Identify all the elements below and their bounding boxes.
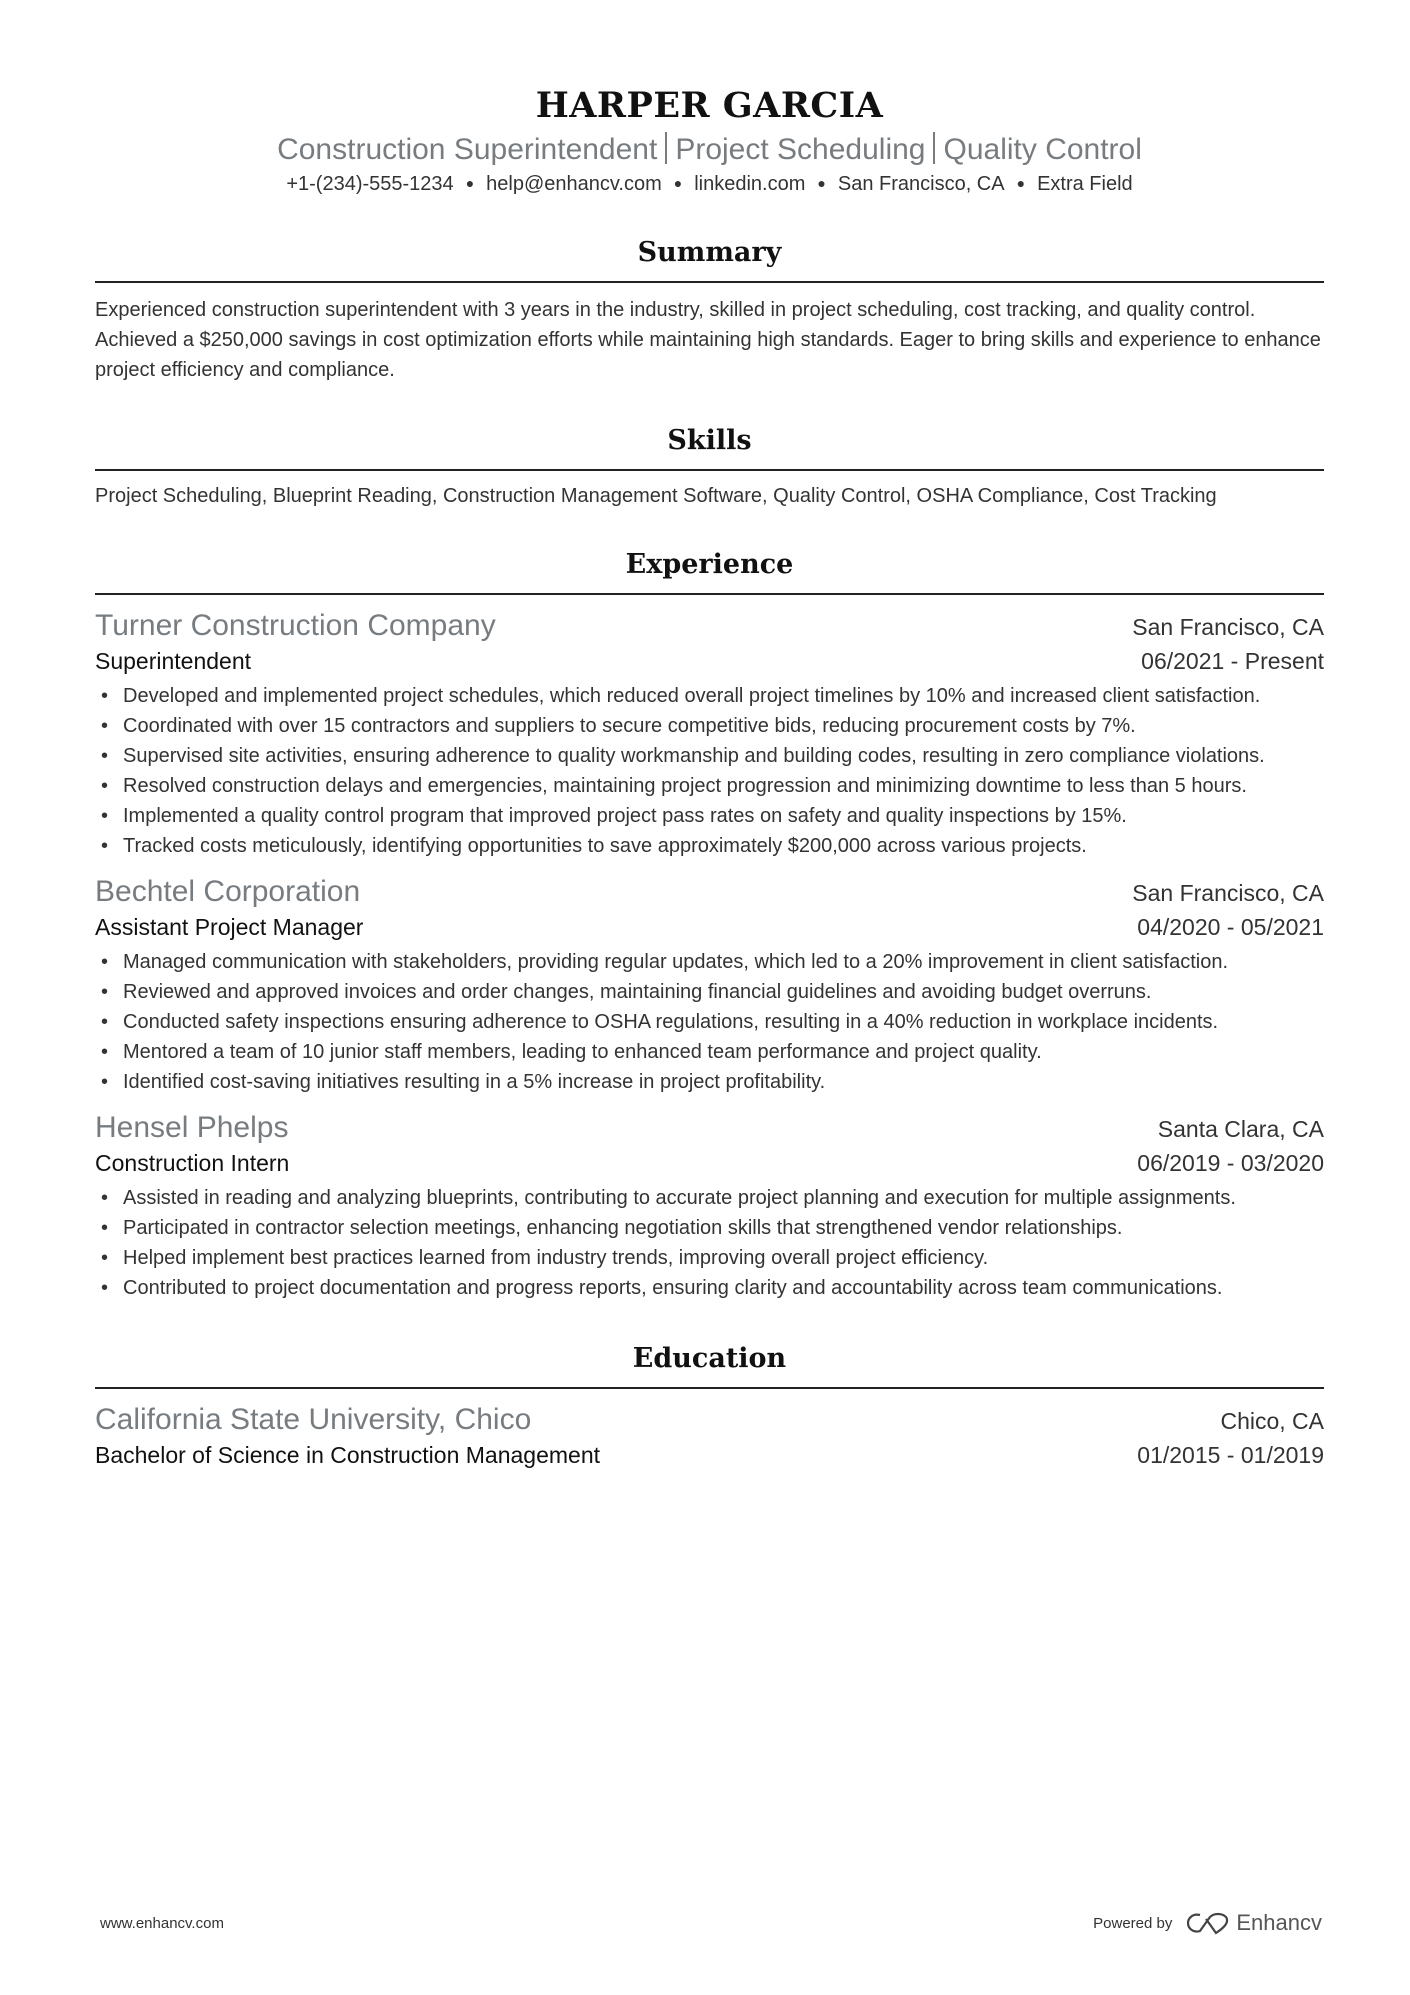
divider <box>665 132 667 164</box>
enhancv-logo-icon <box>1186 1911 1230 1935</box>
job-title: Assistant Project Manager <box>95 914 364 940</box>
job-dates: 06/2021 - Present <box>1141 648 1324 674</box>
headline-item: Project Scheduling <box>675 133 926 166</box>
job-location: San Francisco, CA <box>1132 880 1324 906</box>
job-entry <box>95 607 1324 861</box>
achievement-item: • Developed and implemented project schedules, which reduced overall project timelines by 10% and increased client satisfaction. <box>95 681 1324 711</box>
skills-section <box>95 423 1324 509</box>
achievement-list <box>95 1183 1324 1303</box>
job-location: Santa Clara, CA <box>1157 1116 1324 1142</box>
footer <box>100 1910 1322 1936</box>
enhancv-logo <box>1186 1910 1322 1936</box>
achievement-item: • Identified cost-saving initiatives resulting in a 5% increase in project profitability. <box>95 1067 1324 1097</box>
resume <box>95 84 1324 1471</box>
job-title: Construction Intern <box>95 1150 290 1176</box>
achievement-item: • Implemented a quality control program that improved project pass rates on safety and quality inspections by 15%. <box>95 801 1324 831</box>
achievement-item: • Assisted in reading and analyzing blueprints, contributing to accurate project planning and execution for multiple assignments. <box>95 1183 1324 1213</box>
headline <box>95 130 1324 170</box>
extra-field: Extra Field <box>1037 173 1133 195</box>
achievement-list <box>95 947 1324 1097</box>
section-heading: Skills <box>95 423 1324 471</box>
achievement-item: • Contributed to project documentation and progress reports, ensuring clarity and accountability across team communications. <box>95 1273 1324 1303</box>
skills-text: Project Scheduling, Blueprint Reading, Construction Management Software, Quality Control, OSHA Compliance, Cost Tracking <box>95 485 1217 507</box>
company-name: Hensel Phelps <box>95 1111 289 1144</box>
enhancv-brand: Enhancv <box>1236 1910 1322 1935</box>
achievement-item: • Coordinated with over 15 contractors and suppliers to secure competitive bids, reducing procurement costs by 7%. <box>95 711 1324 741</box>
job-location: San Francisco, CA <box>1132 614 1324 640</box>
school-name: California State University, Chico <box>95 1403 532 1436</box>
job-entry <box>95 873 1324 1097</box>
website-link[interactable]: www.enhancv.com <box>100 1914 224 1932</box>
job-dates: 04/2020 - 05/2021 <box>1137 914 1324 940</box>
linkedin-link[interactable]: linkedin.com <box>694 173 806 195</box>
achievement-item: • Resolved construction delays and emergencies, maintaining project progression and minimizing downtime to less than 5 hours. <box>95 771 1324 801</box>
email-link[interactable]: help@enhancv.com <box>486 173 662 195</box>
experience-section <box>95 547 1324 1303</box>
achievement-item: • Mentored a team of 10 junior staff members, leading to enhanced team performance and project quality. <box>95 1037 1324 1067</box>
section-heading: Experience <box>95 547 1324 595</box>
powered-by <box>1093 1910 1322 1936</box>
achievement-item: • Conducted safety inspections ensuring adherence to OSHA regulations, resulting in a 40% reduction in workplace incidents. <box>95 1007 1324 1037</box>
achievement-item: • Participated in contractor selection meetings, enhancing negotiation skills that strengthened vendor relationships. <box>95 1213 1324 1243</box>
achievement-list <box>95 681 1324 861</box>
phone: +1-(234)-555-1234 <box>286 173 454 195</box>
achievement-item: • Helped implement best practices learned from industry trends, improving overall project efficiency. <box>95 1243 1324 1273</box>
company-name: Turner Construction Company <box>95 609 496 642</box>
candidate-name: HARPER GARCIA <box>535 85 884 126</box>
degree: Bachelor of Science in Construction Management <box>95 1442 601 1468</box>
achievement-item: • Tracked costs meticulously, identifying opportunities to save approximately $200,000 across various projects. <box>95 831 1324 861</box>
summary-section <box>95 235 1324 385</box>
job-entry <box>95 1109 1324 1303</box>
summary-text: Experienced construction superintendent with 3 years in the industry, skilled in project scheduling, cost tracking, and quality control. Achieved a $250,000 savings in cost optimization efforts while maintaining high standards. Eager to bring skills and experience to enhance project efficiency and compliance. <box>95 299 1321 381</box>
company-name: Bechtel Corporation <box>95 875 361 908</box>
divider <box>933 132 935 164</box>
section-heading: Education <box>95 1341 1324 1389</box>
education-entry <box>95 1401 1324 1471</box>
contact-info: +1-(234)-555-1234 ● help@enhancv.com ● linkedin.com ● San Francisco, CA ● Extra Field <box>286 173 1133 195</box>
achievement-item: • Reviewed and approved invoices and order changes, maintaining financial guidelines and avoiding budget overruns. <box>95 977 1324 1007</box>
section-heading: Summary <box>95 235 1324 283</box>
school-location: Chico, CA <box>1220 1408 1324 1434</box>
achievement-item: • Supervised site activities, ensuring adherence to quality workmanship and building codes, resulting in zero compliance violations. <box>95 741 1324 771</box>
education-section <box>95 1341 1324 1471</box>
headline-item: Construction Superintendent <box>277 133 658 166</box>
job-dates: 06/2019 - 03/2020 <box>1137 1150 1324 1176</box>
powered-by-label: Powered by <box>1093 1914 1173 1932</box>
headline-item: Quality Control <box>943 133 1142 166</box>
education-dates: 01/2015 - 01/2019 <box>1137 1442 1324 1468</box>
job-title: Superintendent <box>95 648 252 674</box>
achievement-item: • Managed communication with stakeholders, providing regular updates, which led to a 20% improvement in client satisfaction. <box>95 947 1324 977</box>
location: San Francisco, CA <box>837 173 1005 195</box>
